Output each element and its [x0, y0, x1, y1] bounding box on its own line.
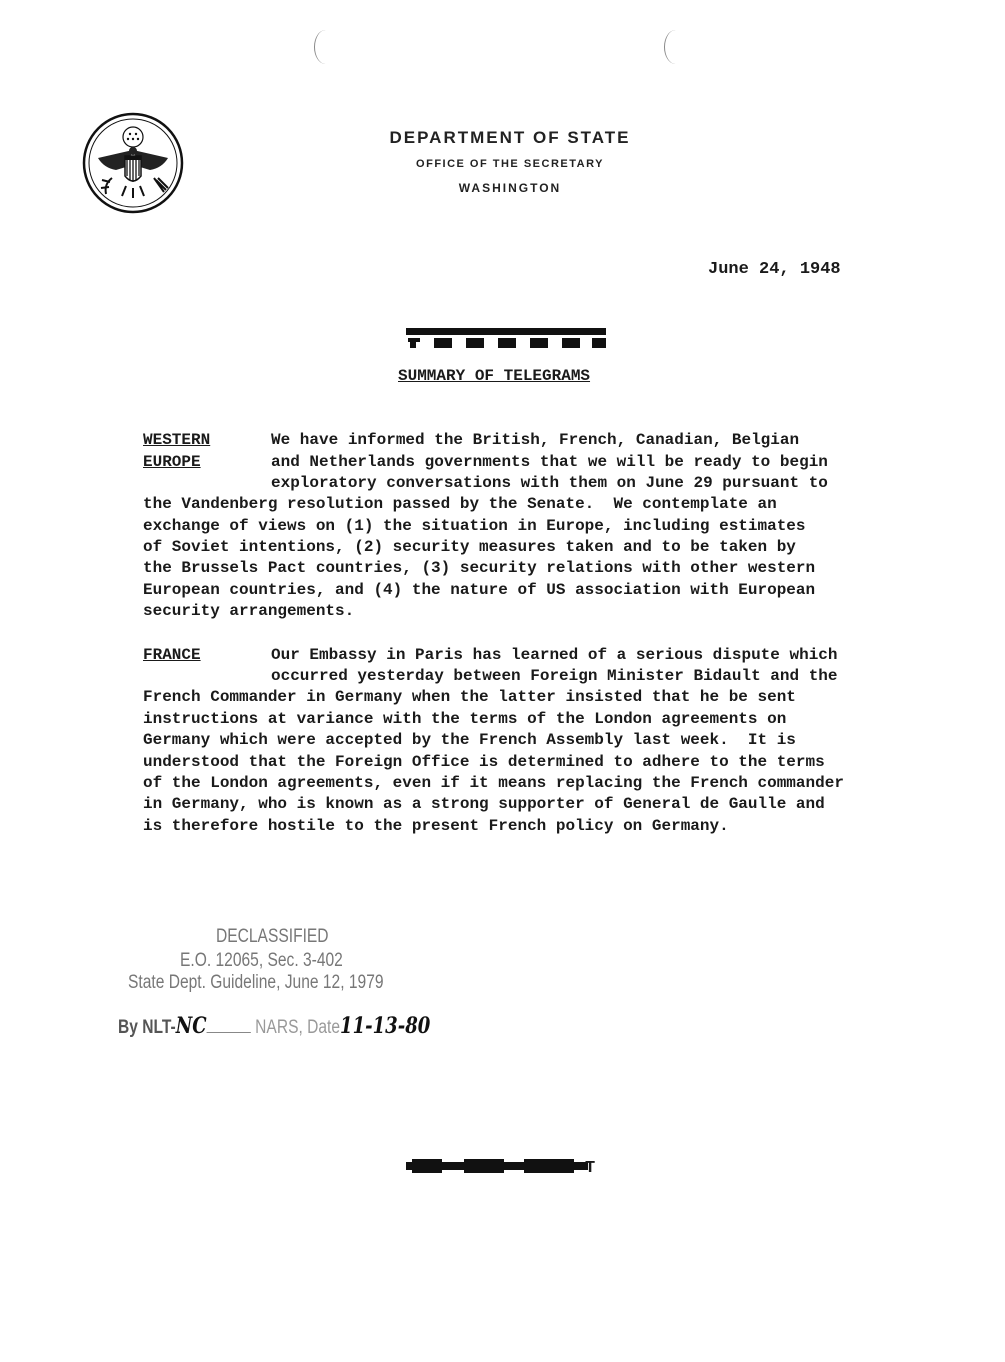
letterhead-city: WASHINGTON — [458, 181, 562, 195]
para-line: understood that the Foreign Office is determined to adhere to the terms — [143, 753, 825, 771]
para-line: the Brussels Pact countries, (3) security relations with other western — [143, 559, 816, 577]
para-line: of Soviet intentions, (2) security measures taken and to be taken by — [143, 538, 796, 556]
para-line: and Netherlands governments that we will be ready to begin — [271, 453, 828, 471]
para-line: French Commander in Germany when the latter insisted that he be sent — [143, 688, 796, 706]
para-line: exchange of views on (1) the situation in Europe, including estimates — [143, 517, 806, 535]
para-line: European countries, and (4) the nature of US association with European — [143, 581, 816, 599]
para-line: Germany which were accepted by the French Assembly last week. It is — [143, 731, 796, 749]
document-title: SUMMARY OF TELEGRAMS — [398, 367, 591, 385]
section-label-france: FRANCE — [143, 646, 201, 664]
para-line: security arrangements. — [143, 602, 355, 620]
punch-hole-right — [664, 30, 687, 64]
letterhead-department: DEPARTMENT OF STATE — [389, 128, 631, 147]
redacted-classification-bottom — [404, 1156, 604, 1180]
redacted-classification-top — [404, 324, 608, 350]
great-seal-icon — [82, 112, 184, 214]
stamp-date: 11-13-80 — [340, 1013, 431, 1039]
footer-classification-letter: T — [585, 1159, 596, 1178]
letterhead-office: OFFICE OF THE SECRETARY — [416, 158, 604, 170]
document-date: June 24, 1948 — [708, 260, 841, 279]
para-line: We have informed the British, French, Canadian, Belgian — [271, 431, 800, 449]
stamp-executive-order: E.O. 12065, Sec. 3-402 — [180, 950, 343, 971]
para-line: is therefore hostile to the present French policy on Germany. — [143, 817, 729, 835]
punch-hole-left — [314, 30, 337, 64]
para-line: in Germany, who is known as a strong supporter of General de Gaulle and — [143, 795, 825, 813]
para-line: of the London agreements, even if it means replacing the French commander — [143, 774, 844, 792]
stamp-initials: NC — [175, 1013, 207, 1039]
stamp-nars-label: NARS, Date — [255, 1017, 341, 1038]
stamp-guideline: State Dept. Guideline, June 12, 1979 — [128, 972, 384, 993]
stamp-declassified: DECLASSIFIED — [216, 926, 329, 947]
section-label-europe: EUROPE — [143, 453, 201, 471]
section-label-western: WESTERN — [143, 431, 211, 449]
para-line: instructions at variance with the terms of the London agreements on — [143, 710, 787, 728]
para-line: the Vandenberg resolution passed by the Senate. We contemplate an — [143, 495, 777, 513]
para-line: Our Embassy in Paris has learned of a serious dispute which — [271, 646, 838, 664]
para-line: occurred yesterday between Foreign Minister Bidault and the — [271, 667, 838, 685]
para-line: exploratory conversations with them on June 29 pursuant to — [271, 474, 828, 492]
stamp-by-prefix: By NLT- — [118, 1017, 176, 1038]
stamp-authorization — [118, 1013, 430, 1039]
